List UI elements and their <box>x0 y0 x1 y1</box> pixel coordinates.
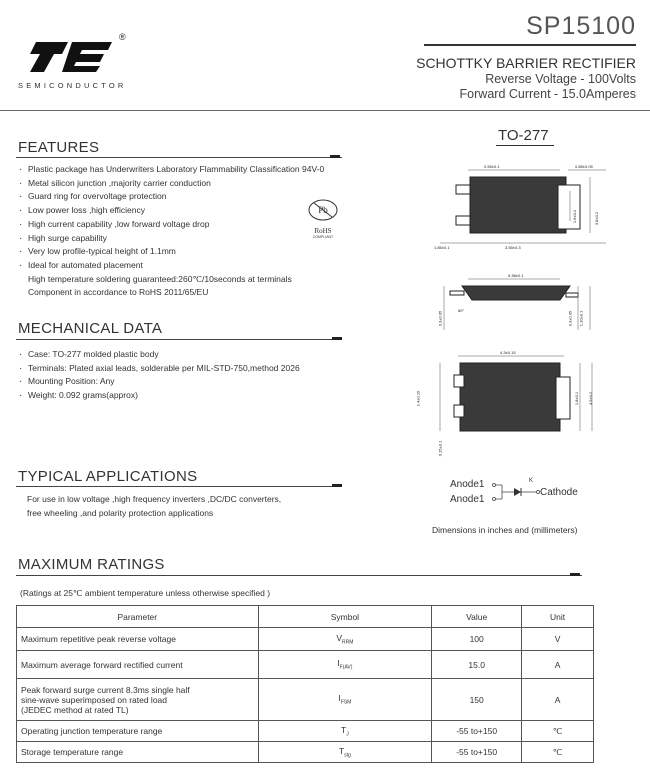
reverse-voltage: Reverse Voltage - 100Volts <box>485 72 636 86</box>
company-logo <box>22 38 122 76</box>
cell-parameter: Maximum average forward rectified current <box>17 651 259 679</box>
dim-top-d: 3.55±0.3 <box>505 245 521 250</box>
symbol-main: T <box>338 745 345 756</box>
list-item: · Terminals: Plated axial leads, solderable per MIL-STD-750,method 2026 <box>18 362 300 376</box>
dim-top-e: 3.8±0.2 <box>594 211 600 226</box>
dim-top-f: 1.6±0.1 <box>572 209 578 224</box>
features-title: FEATURES <box>18 139 100 156</box>
cell-parameter: Peak forward surge current 8.3ms single half sine-wave superimposed on rated load (JEDEC method at rated TL) <box>17 679 259 721</box>
features-rule <box>16 157 342 158</box>
cell-symbol <box>258 679 432 721</box>
applications-line: free wheeling ,and polarity protection applications <box>27 507 214 518</box>
applications-title: TYPICAL APPLICATIONS <box>18 468 198 485</box>
cell-parameter: Operating junction temperature range <box>17 721 259 742</box>
table-header-row <box>17 606 594 628</box>
symbol-main: I <box>338 693 341 704</box>
pin-anode1-bottom: Anode1 <box>450 494 485 505</box>
registered-mark: ® <box>119 32 126 42</box>
diode-symbol-icon <box>492 478 542 504</box>
header-divider <box>0 110 650 111</box>
mechanical-title: MECHANICAL DATA <box>18 320 163 337</box>
cell-value: 15.0 <box>432 651 522 679</box>
table-row <box>17 679 594 721</box>
symbol-sub: FSM <box>340 699 352 706</box>
pb-free-icon <box>307 198 339 222</box>
applications-text <box>27 493 281 520</box>
dim-bot-c: 1.8±0.1 <box>574 391 580 406</box>
symbol-sub: J <box>346 731 349 738</box>
mechanical-rule-mark <box>332 337 342 340</box>
dim-bot-b: 1.4±0.15 <box>415 390 421 407</box>
list-item: High temperature soldering guaranteed:260℃/10seconds at terminals <box>28 273 292 284</box>
ratings-note: (Ratings at 25℃ ambient temperature unless otherwise specified ) <box>20 588 271 598</box>
dim-bot-a: 4.3±0.15 <box>500 350 516 355</box>
dim-top-c: 1.85±0.1 <box>434 245 450 250</box>
col-value: Value <box>432 606 522 628</box>
product-title: SCHOTTKY BARRIER RECTIFIER <box>416 55 636 71</box>
applications-rule-mark <box>332 484 342 487</box>
cell-unit: V <box>522 628 594 651</box>
col-unit: Unit <box>522 606 594 628</box>
cell-symbol <box>258 628 432 651</box>
cell-symbol <box>258 742 432 763</box>
cell-unit: ℃ <box>522 742 594 763</box>
list-item: · Case: TO-277 molded plastic body <box>18 348 300 362</box>
table-row <box>17 628 594 651</box>
forward-current: Forward Current - 15.0Amperes <box>459 87 636 101</box>
list-item: · Ideal for automated placement <box>18 259 324 273</box>
list-item: · Very low profile-typical height of 1.1mm <box>18 245 324 259</box>
rohs-label: RoHS <box>314 227 332 235</box>
applications-line: For use in low voltage ,high frequency inverters ,DC/DC converters, <box>27 494 282 504</box>
symbol-sub: stg <box>344 752 351 759</box>
dim-side-b: 0.3±0.05 <box>437 310 443 327</box>
dim-side-d: 0.3±0.05 <box>567 310 573 327</box>
table-row <box>17 651 594 679</box>
list-item: Component in accordance to RoHS 2011/65/EU <box>28 287 209 298</box>
part-number: SP15100 <box>526 12 636 40</box>
applications-rule <box>16 486 342 487</box>
package-name-rule <box>496 145 554 146</box>
company-name: SEMICONDUCTOR <box>18 81 127 90</box>
list-item: · Weight: 0.092 grams(approx) <box>18 389 300 403</box>
dimensions-note: Dimensions in inches and (millimeters) <box>432 525 578 535</box>
ratings-rule-mark <box>570 573 580 576</box>
top-view <box>440 170 606 243</box>
cell-value: -55 to+150 <box>432 721 522 742</box>
list-item: · Guard ring for overvoltage protection <box>18 190 324 204</box>
col-parameter: Parameter <box>17 606 259 628</box>
col-symbol: Symbol <box>258 606 432 628</box>
dim-angle: 80° <box>458 308 465 313</box>
package-outline-drawing <box>420 155 620 455</box>
symbol-main: T <box>341 724 347 735</box>
cell-value: -55 to+150 <box>432 742 522 763</box>
ratings-table <box>16 605 594 763</box>
bottom-view <box>440 356 592 431</box>
list-item: · Low power loss ,high efficiency <box>18 204 324 218</box>
features-rule-mark <box>330 155 340 158</box>
mechanical-list <box>18 348 300 403</box>
mechanical-rule <box>16 339 342 340</box>
pin-anode1-top: Anode1 <box>450 479 485 490</box>
cell-unit: ℃ <box>522 721 594 742</box>
table-row <box>17 721 594 742</box>
rohs-badge <box>303 198 343 244</box>
dim-bot-d: 4.5±0.2 <box>588 391 594 406</box>
list-item: · Plastic package has Underwriters Laboratory Flammability Classification 94V-0 <box>18 163 324 177</box>
cell-value: 100 <box>432 628 522 651</box>
symbol-sub: F(AV) <box>339 664 353 671</box>
package-name: TO-277 <box>498 127 549 144</box>
pin-k-label: K <box>529 478 534 484</box>
list-item: · Mounting Position: Any <box>18 375 300 389</box>
symbol-main: V <box>336 632 343 643</box>
cell-symbol <box>258 721 432 742</box>
features-list <box>18 163 324 300</box>
rohs-compliant: COMPLIANT <box>312 235 334 239</box>
pin-cathode: Cathode <box>540 487 578 498</box>
ratings-rule <box>16 575 582 576</box>
dim-top-b: 0.85±0.05 <box>575 164 593 169</box>
dim-top-a: 0.55±0.1 <box>484 164 500 169</box>
table-row <box>17 742 594 763</box>
part-underline <box>424 44 636 46</box>
cell-value: 150 <box>432 679 522 721</box>
symbol-main: I <box>337 658 340 669</box>
list-item: · Metal silicon junction ,majority carrier conduction <box>18 177 324 191</box>
cell-parameter: Storage temperature range <box>17 742 259 763</box>
cell-unit: A <box>522 679 594 721</box>
ratings-title: MAXIMUM RATINGS <box>18 556 165 573</box>
list-item: · High surge capability <box>18 232 324 246</box>
list-item: · High current capability ,low forward voltage drop <box>18 218 324 232</box>
cell-symbol <box>258 651 432 679</box>
dim-side-c: 1.10±0.1 <box>578 310 584 327</box>
cell-unit: A <box>522 651 594 679</box>
dim-side-a: 5.38±0.1 <box>508 273 524 278</box>
symbol-sub: RRM <box>342 639 354 646</box>
dim-bot-e: 0.15±0.1 <box>437 440 443 457</box>
svg-text:Pb: Pb <box>318 205 328 215</box>
cell-parameter: Maximum repetitive peak reverse voltage <box>17 628 259 651</box>
